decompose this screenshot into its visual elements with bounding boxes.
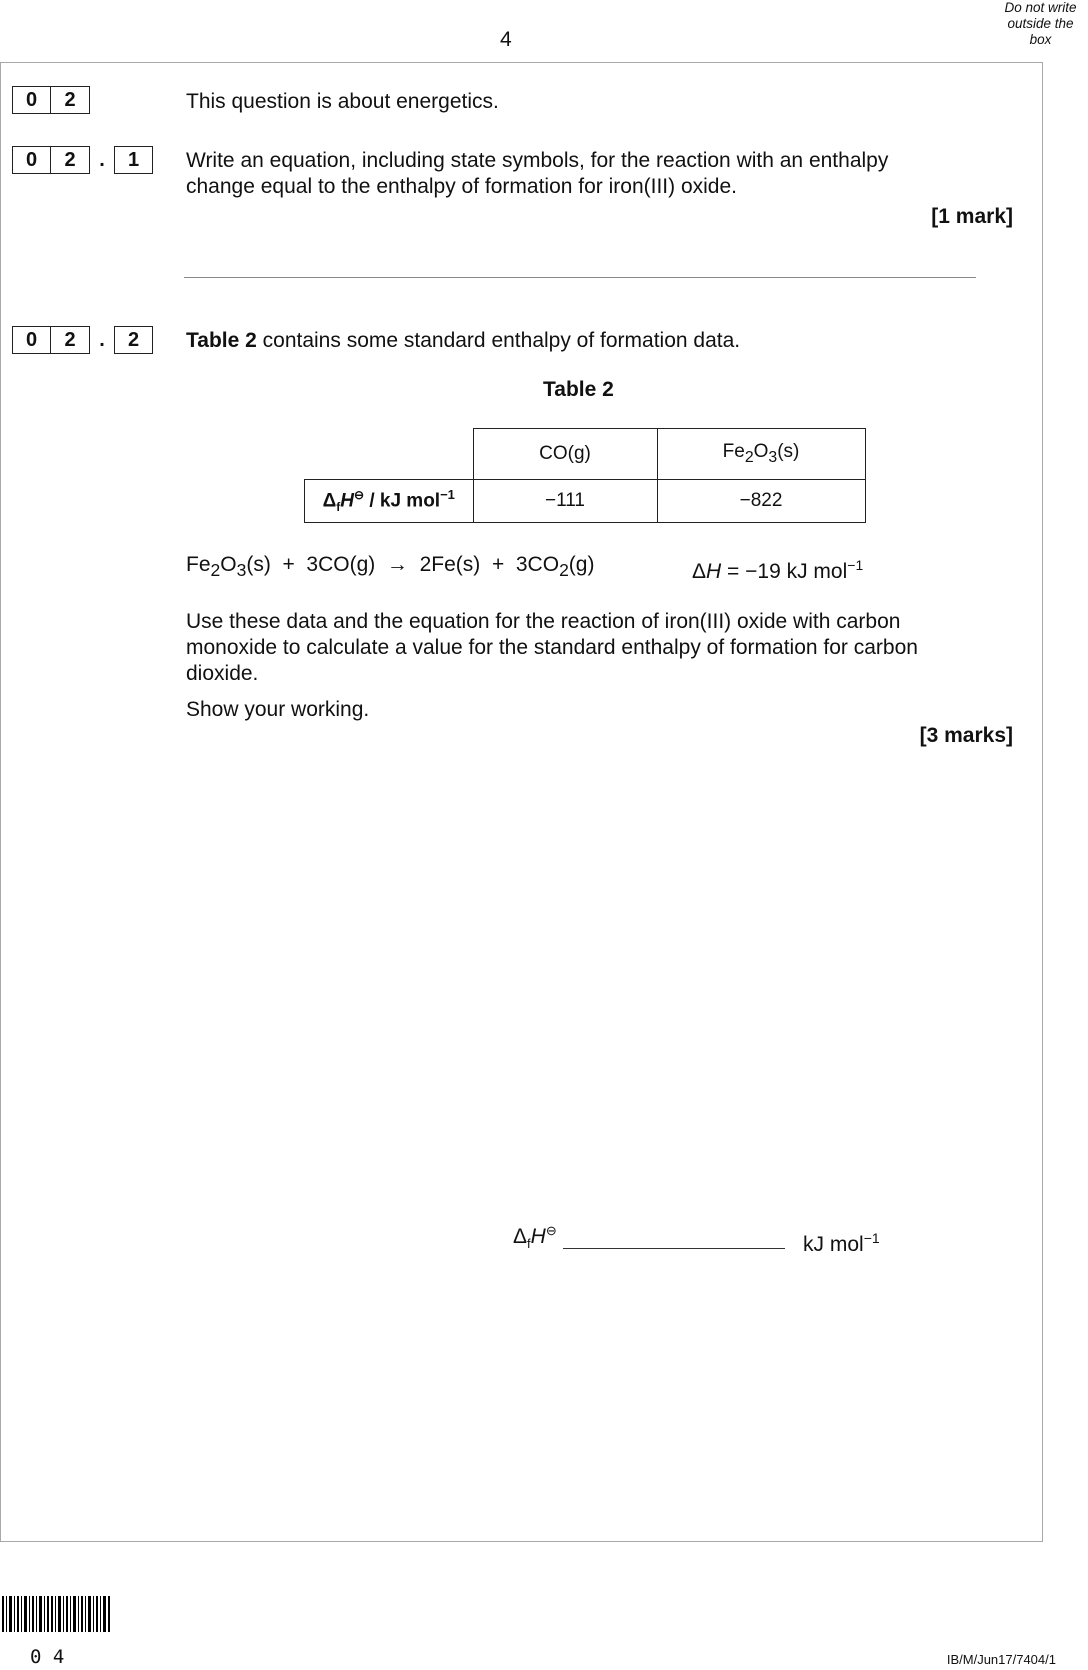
table-value-co: −111 <box>473 480 657 523</box>
enthalpy-table <box>304 428 866 523</box>
formation-sub: f <box>527 1236 531 1252</box>
answer-frame <box>0 62 1043 1542</box>
table-col-fe2o3 <box>657 429 865 480</box>
text-line: dioxide. <box>186 662 259 685</box>
answer-unit <box>803 1225 880 1258</box>
answer-line[interactable] <box>184 277 976 278</box>
table-title: Table 2 <box>543 378 614 401</box>
table-col-co: CO(g) <box>473 429 657 480</box>
label-part: Δ <box>322 490 337 512</box>
text-line: change equal to the enthalpy of formation for iron(III) oxide. <box>186 175 737 198</box>
label-sup: −1 <box>440 487 455 503</box>
question-digit: 0 <box>12 86 51 114</box>
question-digit: 0 <box>12 146 51 174</box>
marks-label: [1 mark] <box>931 205 1013 228</box>
formula-sub: 3 <box>768 448 778 466</box>
formula-part: Fe <box>722 441 745 463</box>
barcode-digits: 0 4 <box>30 1646 65 1668</box>
equation-part: Fe <box>186 553 211 576</box>
equation-sub: 2 <box>210 560 221 581</box>
marks-label: [3 marks] <box>919 724 1013 747</box>
table-corner <box>305 429 474 480</box>
standard-state-icon: ⊖ <box>545 1223 557 1238</box>
question-digit: 2 <box>114 326 153 354</box>
question-text-02-1 <box>186 148 986 200</box>
enthalpy-symbol: H <box>530 1225 546 1248</box>
enthalpy-symbol: H <box>706 560 722 583</box>
table-header-row <box>305 429 866 480</box>
margin-note-line: Do not write <box>1004 0 1077 15</box>
table-value-fe2o3: −822 <box>657 480 865 523</box>
question-intro: This question is about energetics. <box>186 90 499 113</box>
delta-symbol: Δ <box>513 1225 528 1248</box>
question-dot: . <box>99 328 105 351</box>
text-line: monoxide to calculate a value for the standard enthalpy of formation for carbon <box>186 636 918 659</box>
intro-rest: contains some standard enthalpy of formation data. <box>256 329 741 352</box>
text-line: Write an equation, including state symbols, for the reaction with an enthalpy <box>186 149 889 172</box>
reaction-equation <box>186 552 594 583</box>
barcode-icon <box>2 1596 112 1646</box>
equation-sub: 2 <box>559 560 569 581</box>
label-part: H <box>340 490 354 512</box>
page-number: 4 <box>500 28 512 51</box>
question-intro-02-2 <box>186 328 740 354</box>
table-reference: Table 2 <box>186 329 257 352</box>
formula-part: (s) <box>777 441 800 463</box>
label-sub: f <box>336 500 341 515</box>
unit-exponent: −1 <box>847 557 864 573</box>
question-digit: 0 <box>12 326 51 354</box>
equation-part: (g) <box>568 553 595 576</box>
question-digit: 1 <box>114 146 153 174</box>
question-number-02-2 <box>12 326 153 354</box>
row-label <box>305 480 474 523</box>
question-text-02-2 <box>186 609 986 687</box>
enthalpy-change <box>692 552 863 585</box>
unit-exponent: −1 <box>863 1230 880 1246</box>
table-data-row <box>305 480 866 523</box>
question-number-02-1 <box>12 146 153 174</box>
text-line: Use these data and the equation for the reaction of iron(III) oxide with carbon <box>186 610 901 633</box>
formula-part: O <box>753 441 769 463</box>
margin-note-line: box <box>1029 32 1052 47</box>
standard-state-icon: ⊖ <box>353 488 365 503</box>
delta-symbol: Δ <box>692 560 707 583</box>
question-number-02 <box>12 86 90 114</box>
question-digit: 2 <box>51 86 90 114</box>
question-digit: 2 <box>51 326 90 354</box>
unit-text: kJ mol <box>803 1233 864 1256</box>
equation-part: O <box>220 553 237 576</box>
answer-input-line[interactable] <box>563 1248 785 1249</box>
label-part: / kJ mol <box>364 490 441 512</box>
show-working: Show your working. <box>186 698 370 721</box>
equation-sub: 3 <box>236 560 247 581</box>
enthalpy-value: = −19 kJ mol <box>721 560 848 583</box>
question-digit: 2 <box>51 146 90 174</box>
answer-label <box>513 1218 557 1257</box>
formula-sub: 2 <box>744 448 754 466</box>
margin-note-line: outside the <box>1007 16 1074 31</box>
margin-note <box>993 0 1088 48</box>
paper-code: IB/M/Jun17/7404/1 <box>946 1652 1056 1667</box>
equation-part: (s) + 3CO(g) → 2Fe(s) + 3CO <box>246 553 560 576</box>
question-dot: . <box>99 148 105 171</box>
